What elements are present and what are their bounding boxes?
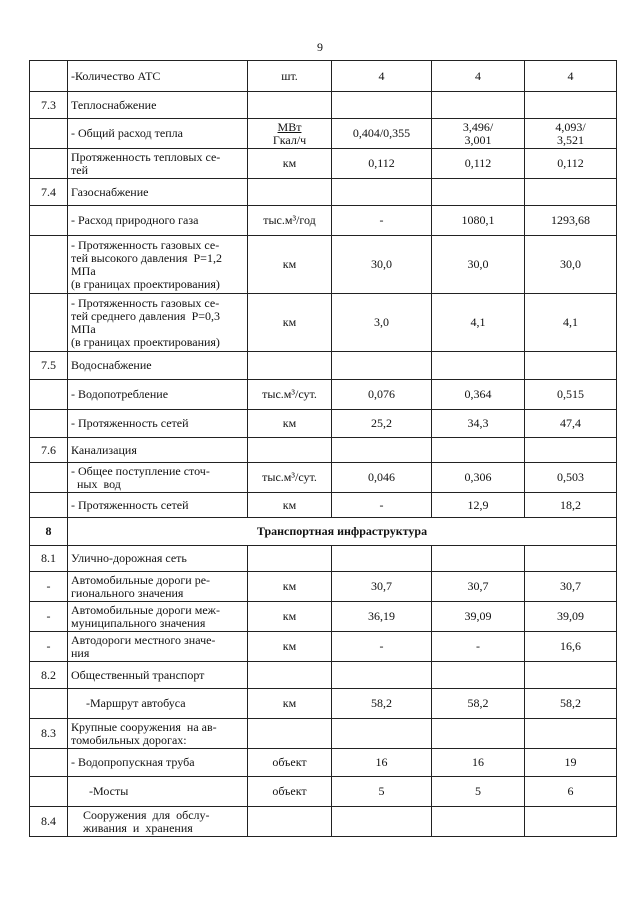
row-number: 8.4 (30, 807, 68, 837)
indicator-name: - Водопотребление (68, 380, 248, 410)
value-stage-1: 30,0 (432, 236, 525, 294)
indicator-name: -Мосты (68, 777, 248, 807)
unit: тыс.м³/сут. (248, 380, 332, 410)
indicator-name: Сооружения для обслу- живания и хранения (68, 807, 248, 837)
indicator-name: -Количество АТС (68, 61, 248, 92)
row-number (30, 149, 68, 179)
value-stage-2: 0,515 (525, 380, 617, 410)
row-number (30, 236, 68, 294)
indicator-name: - Общий расход тепла (68, 119, 248, 149)
row-number: - (30, 632, 68, 662)
unit (248, 546, 332, 572)
indicator-name: Автомобильные дороги меж- муниципального значения (68, 602, 248, 632)
unit: шт. (248, 61, 332, 92)
indicator-name: Автомобильные дороги ре- гионального значения (68, 572, 248, 602)
unit (248, 438, 332, 463)
indicator-name: - Протяженность газовых се- тей среднего давления Р=0,3 МПа (в границах проектирования) (68, 294, 248, 352)
table-row (30, 119, 617, 149)
value-stage-1 (432, 719, 525, 749)
unit: км (248, 410, 332, 438)
indicator-name: - Общее поступление сточ- ных вод (68, 463, 248, 493)
value-stage-2: 4 (525, 61, 617, 92)
value-current: 58,2 (332, 689, 432, 719)
unit (248, 662, 332, 689)
value-stage-2: 58,2 (525, 689, 617, 719)
value-current (332, 662, 432, 689)
value-stage-2: 4,1 (525, 294, 617, 352)
value-current: 30,0 (332, 236, 432, 294)
table-row (30, 807, 617, 837)
table-row (30, 602, 617, 632)
value-current (332, 807, 432, 837)
indicator-name: Теплоснабжение (68, 92, 248, 119)
indicator-name: - Протяженность сетей (68, 410, 248, 438)
unit: км (248, 602, 332, 632)
row-number: 7.5 (30, 352, 68, 380)
table-row (30, 689, 617, 719)
value-stage-2: 39,09 (525, 602, 617, 632)
row-number (30, 61, 68, 92)
unit: тыс.м³/сут. (248, 463, 332, 493)
value-stage-1 (432, 438, 525, 463)
table-row (30, 410, 617, 438)
row-number: 7.6 (30, 438, 68, 463)
table-row (30, 749, 617, 777)
value-stage-1 (432, 92, 525, 119)
value-stage-2: 4,093/ 3,521 (525, 119, 617, 149)
table-row (30, 92, 617, 119)
value-current: - (332, 493, 432, 518)
value-stage-2: 30,0 (525, 236, 617, 294)
row-number: 8 (30, 518, 68, 546)
unit: км (248, 572, 332, 602)
table-row (30, 352, 617, 380)
value-stage-1 (432, 546, 525, 572)
table-row (30, 179, 617, 206)
table-row (30, 438, 617, 463)
unit: км (248, 689, 332, 719)
table-row (30, 662, 617, 689)
value-current: 16 (332, 749, 432, 777)
unit: км (248, 493, 332, 518)
value-stage-2 (525, 438, 617, 463)
value-current: 30,7 (332, 572, 432, 602)
table-row (30, 572, 617, 602)
unit: км (248, 236, 332, 294)
value-stage-2: 1293,68 (525, 206, 617, 236)
row-number (30, 119, 68, 149)
value-stage-2: 18,2 (525, 493, 617, 518)
row-number: 8.1 (30, 546, 68, 572)
value-stage-1: 58,2 (432, 689, 525, 719)
indicator-name: Водоснабжение (68, 352, 248, 380)
table-row (30, 294, 617, 352)
table-row (30, 719, 617, 749)
unit: МВт Гкал/ч (248, 119, 332, 149)
value-current (332, 352, 432, 380)
value-stage-1: 4 (432, 61, 525, 92)
value-current: 4 (332, 61, 432, 92)
value-stage-2: 16,6 (525, 632, 617, 662)
value-stage-2 (525, 546, 617, 572)
row-number (30, 777, 68, 807)
value-stage-2 (525, 179, 617, 206)
value-stage-2: 30,7 (525, 572, 617, 602)
unit (248, 352, 332, 380)
row-number (30, 689, 68, 719)
table-row (30, 463, 617, 493)
value-current: - (332, 632, 432, 662)
value-stage-1 (432, 352, 525, 380)
value-stage-2 (525, 719, 617, 749)
value-current: 0,404/0,355 (332, 119, 432, 149)
value-stage-1: 0,112 (432, 149, 525, 179)
table-row (30, 149, 617, 179)
value-current: 5 (332, 777, 432, 807)
table-row (30, 518, 617, 546)
row-number: 8.3 (30, 719, 68, 749)
section-title: Транспортная инфраструктура (68, 518, 617, 546)
value-current (332, 438, 432, 463)
value-stage-2: 47,4 (525, 410, 617, 438)
unit: км (248, 632, 332, 662)
row-number: - (30, 572, 68, 602)
value-stage-1 (432, 179, 525, 206)
row-number (30, 380, 68, 410)
value-stage-2 (525, 807, 617, 837)
data-table (29, 60, 617, 837)
value-current (332, 92, 432, 119)
unit: км (248, 294, 332, 352)
indicator-name: -Маршрут автобуса (68, 689, 248, 719)
indicator-name: - Расход природного газа (68, 206, 248, 236)
value-stage-2 (525, 352, 617, 380)
value-stage-1: 0,306 (432, 463, 525, 493)
row-number (30, 206, 68, 236)
value-current: - (332, 206, 432, 236)
value-stage-1: 4,1 (432, 294, 525, 352)
indicator-name: - Протяженность газовых се- тей высокого давления Р=1,2 МПа (в границах проектирования) (68, 236, 248, 294)
row-number: 8.2 (30, 662, 68, 689)
indicator-name: - Протяженность сетей (68, 493, 248, 518)
value-current: 3,0 (332, 294, 432, 352)
value-stage-1: 34,3 (432, 410, 525, 438)
value-stage-1 (432, 807, 525, 837)
value-current (332, 546, 432, 572)
value-stage-1: - (432, 632, 525, 662)
value-stage-2: 6 (525, 777, 617, 807)
unit (248, 92, 332, 119)
value-stage-1: 0,364 (432, 380, 525, 410)
unit: тыс.м³/год (248, 206, 332, 236)
value-current (332, 719, 432, 749)
indicator-name: Протяженность тепловых се- тей (68, 149, 248, 179)
row-number (30, 294, 68, 352)
value-stage-2: 0,503 (525, 463, 617, 493)
table-row (30, 236, 617, 294)
unit (248, 719, 332, 749)
value-stage-1: 12,9 (432, 493, 525, 518)
table-row (30, 632, 617, 662)
value-current: 0,046 (332, 463, 432, 493)
value-stage-2 (525, 92, 617, 119)
table-row (30, 546, 617, 572)
row-number: - (30, 602, 68, 632)
unit (248, 179, 332, 206)
indicator-name: Общественный транспорт (68, 662, 248, 689)
row-number: 7.3 (30, 92, 68, 119)
unit: объект (248, 749, 332, 777)
value-stage-2 (525, 662, 617, 689)
value-stage-1: 5 (432, 777, 525, 807)
row-number (30, 493, 68, 518)
indicator-name: Крупные сооружения на ав- томобильных дорогах: (68, 719, 248, 749)
value-current: 25,2 (332, 410, 432, 438)
value-stage-1: 39,09 (432, 602, 525, 632)
table-row (30, 206, 617, 236)
value-stage-1: 3,496/ 3,001 (432, 119, 525, 149)
indicator-name: Автодороги местного значе- ния (68, 632, 248, 662)
row-number (30, 463, 68, 493)
value-current: 36,19 (332, 602, 432, 632)
value-stage-1: 16 (432, 749, 525, 777)
value-current: 0,076 (332, 380, 432, 410)
table-row (30, 777, 617, 807)
indicator-name: Канализация (68, 438, 248, 463)
unit (248, 807, 332, 837)
table-row (30, 380, 617, 410)
value-stage-1: 1080,1 (432, 206, 525, 236)
indicator-name: - Водопропускная труба (68, 749, 248, 777)
unit: объект (248, 777, 332, 807)
row-number (30, 410, 68, 438)
value-stage-2: 0,112 (525, 149, 617, 179)
row-number (30, 749, 68, 777)
indicator-name: Улично-дорожная сеть (68, 546, 248, 572)
row-number: 7.4 (30, 179, 68, 206)
value-stage-1: 30,7 (432, 572, 525, 602)
value-current (332, 179, 432, 206)
unit: км (248, 149, 332, 179)
table-row (30, 493, 617, 518)
value-stage-2: 19 (525, 749, 617, 777)
value-current: 0,112 (332, 149, 432, 179)
indicator-name: Газоснабжение (68, 179, 248, 206)
value-stage-1 (432, 662, 525, 689)
page-number: 9 (317, 40, 323, 54)
table-row (30, 61, 617, 92)
